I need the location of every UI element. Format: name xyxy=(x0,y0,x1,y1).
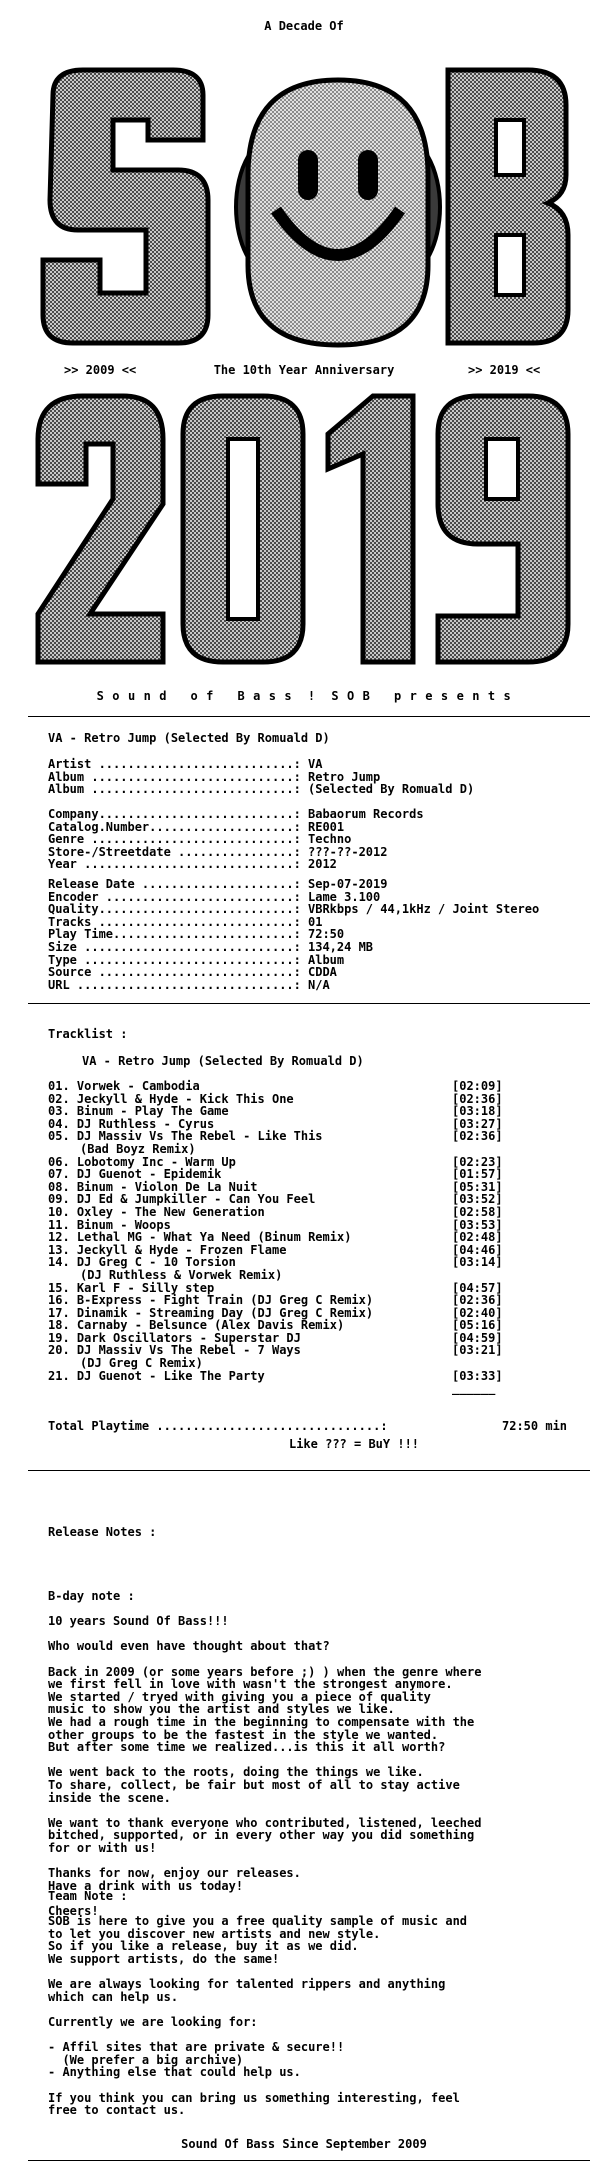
bday-line: Thanks for now, enjoy our releases. xyxy=(48,1866,301,1881)
info-row xyxy=(48,878,588,891)
track-list xyxy=(48,1080,588,1382)
bday-line: music to show you the artist and styles we like. xyxy=(48,1702,395,1717)
track-row xyxy=(48,1080,588,1093)
track-time: [04:59] xyxy=(452,1330,503,1345)
footer-text: Sound Of Bass Since September 2009 xyxy=(181,2137,427,2151)
divider xyxy=(28,1470,590,1471)
info-value: 01 xyxy=(308,914,323,929)
bday-line: We had a rough time in the beginning to compensate with the xyxy=(48,1714,475,1729)
info-label: Quality...........................: xyxy=(48,902,301,917)
tracklist-divider xyxy=(452,1382,608,1395)
info-label: Type .............................: xyxy=(48,952,301,967)
tracklist-divider-text: ______ xyxy=(452,1381,496,1395)
team-line: free to contact us. xyxy=(48,2103,186,2118)
tracklist-subtitle xyxy=(82,1055,608,1068)
info-value: Babaorum Records xyxy=(308,807,424,821)
team-line: (We prefer a big archive) xyxy=(48,2052,244,2067)
total-playtime xyxy=(48,1420,588,1433)
track-title: 03. Binum - Play The Game xyxy=(48,1104,229,1119)
info-value: Techno xyxy=(308,832,352,847)
info-value: Album xyxy=(308,952,345,967)
presents-line: S o u n d o f B a s s ! S O B p r e s e n t s xyxy=(96,689,512,703)
bday-line xyxy=(48,1804,588,1817)
track-row xyxy=(48,1105,588,1118)
track-remix: (DJ Ruthless & Vorwek Remix) xyxy=(80,1267,283,1282)
team-note xyxy=(48,1890,588,2117)
track-time: [02:09] xyxy=(452,1079,503,1093)
track-title: 09. DJ Ed & Jumpkiller - Can You Feel xyxy=(48,1192,316,1207)
anniversary-label: The 10th Year Anniversary xyxy=(213,363,395,377)
info-value: 72:50 xyxy=(308,927,345,942)
info-value: Retro Jump xyxy=(308,769,381,784)
info-group-label xyxy=(48,808,588,871)
info-value: (Selected By Romuald D) xyxy=(308,782,475,797)
bday-line: To share, collect, be fair but most of all to stay active xyxy=(48,1777,460,1792)
footer xyxy=(0,2138,608,2151)
bday-line: We started / tryed with giving you a piece of quality xyxy=(48,1689,431,1704)
track-title: 10. Oxley - The New Generation xyxy=(48,1204,265,1219)
track-time: [02:40] xyxy=(452,1305,503,1320)
divider xyxy=(28,1003,590,1004)
release-title xyxy=(48,732,588,745)
info-row xyxy=(48,808,588,821)
info-group-technical xyxy=(48,878,588,991)
track-time: [02:36] xyxy=(452,1091,503,1106)
info-row xyxy=(48,966,588,979)
team-line: - Affil sites that are private & secure!! xyxy=(48,2040,345,2055)
track-title: 15. Karl F - Silly step xyxy=(48,1280,215,1295)
track-row xyxy=(48,1319,588,1332)
team-line: to let you discover new artists and new style. xyxy=(48,1926,381,1941)
divider xyxy=(28,2160,590,2161)
bday-heading: B-day note : xyxy=(48,1589,135,1603)
info-row xyxy=(48,758,588,771)
team-line: SOB is here to give you a free quality sample of music and xyxy=(48,1914,468,1929)
info-value: Lame 3.100 xyxy=(308,889,381,904)
bday-line: for or with us! xyxy=(48,1840,157,1855)
bday-line: we first fell in love with wasn't the strongest anymore. xyxy=(48,1677,453,1692)
info-value: CDDA xyxy=(308,965,337,980)
bday-line: other groups to be the fastest in the style we wanted. xyxy=(48,1727,439,1742)
release-notes-heading-text: Release Notes : xyxy=(48,1525,157,1539)
track-title: 01. Vorwek - Cambodia xyxy=(48,1079,200,1093)
info-row xyxy=(48,903,588,916)
release-title-text: VA - Retro Jump (Selected By Romuald D) xyxy=(48,731,330,745)
release-notes-heading xyxy=(48,1526,588,1539)
info-group-artist xyxy=(48,758,588,796)
info-label: Play Time.........................: xyxy=(48,927,301,942)
track-title: 04. DJ Ruthless - Cyrus xyxy=(48,1116,215,1131)
track-time: [05:16] xyxy=(452,1318,503,1333)
info-label: Album ............................: xyxy=(48,769,301,784)
track-title: 17. Dinamik - Streaming Day (DJ Greg C Remix) xyxy=(48,1305,374,1320)
bday-line: But after some time we realized...is this it all worth? xyxy=(48,1740,446,1755)
bday-line: We want to thank everyone who contributed, listened, leeched xyxy=(48,1815,482,1830)
track-time: [02:23] xyxy=(452,1154,503,1169)
track-time: [02:58] xyxy=(452,1204,503,1219)
bday-line: bitched, supported, or in every other way you did something xyxy=(48,1828,475,1843)
track-remix: (Bad Boyz Remix) xyxy=(80,1141,196,1156)
track-row xyxy=(48,1168,588,1181)
track-title: 05. DJ Massiv Vs The Rebel - Like This xyxy=(48,1129,323,1144)
team-line: Currently we are looking for: xyxy=(48,2014,258,2029)
track-time: [03:52] xyxy=(452,1192,503,1207)
info-value: ???-??-2012 xyxy=(308,844,388,859)
bday-note xyxy=(48,1590,588,1917)
total-playtime-label: Total Playtime ...............................: xyxy=(48,1419,388,1433)
info-label: Tracks ...........................: xyxy=(48,914,301,929)
top-title: A Decade Of xyxy=(264,19,344,33)
bday-line: Back in 2009 (or some years before ;) ) when the genre where xyxy=(48,1664,482,1679)
start-year-tag: >> 2009 << xyxy=(64,363,137,377)
track-title: 12. Lethal MG - What Ya Need (Binum Remix) xyxy=(48,1230,352,1245)
track-time: [03:53] xyxy=(452,1217,503,1232)
info-row xyxy=(48,941,588,954)
info-value: VBRkbps / 44,1kHz / Joint Stereo xyxy=(308,902,540,917)
info-value: 134,24 MB xyxy=(308,939,374,954)
track-time: [02:48] xyxy=(452,1230,503,1245)
track-time: [03:27] xyxy=(452,1116,503,1131)
info-value: VA xyxy=(308,757,323,771)
bday-line: Who would even have thought about that? xyxy=(48,1639,330,1654)
track-time: [02:36] xyxy=(452,1129,503,1144)
total-playtime-value: 72:50 min xyxy=(502,1419,568,1433)
year-banner xyxy=(28,384,580,674)
info-label: Release Date .....................: xyxy=(48,877,301,891)
letter-b xyxy=(448,70,568,343)
divider xyxy=(28,716,590,717)
info-label: Source ...........................: xyxy=(48,965,301,980)
info-label: Catalog.Number....................: xyxy=(48,819,301,834)
info-label: Store-/Streetdate ................: xyxy=(48,844,301,859)
team-line: So if you like a release, buy it as we did. xyxy=(48,1939,359,1954)
info-label: Genre ............................: xyxy=(48,832,301,847)
bday-line: Have a drink with us today! xyxy=(48,1878,244,1893)
team-line: which can help us. xyxy=(48,1989,179,2004)
track-title: 02. Jeckyll & Hyde - Kick This One xyxy=(48,1091,294,1106)
bday-line: Cheers! xyxy=(48,1903,99,1918)
bday-line: inside the scene. xyxy=(48,1790,171,1805)
track-row xyxy=(48,1370,588,1383)
track-title: 06. Lobotomy Inc - Warm Up xyxy=(48,1154,236,1169)
track-time: [03:18] xyxy=(452,1104,503,1119)
track-row xyxy=(48,1206,588,1219)
track-title: 14. DJ Greg C - 10 Torsion xyxy=(48,1255,236,1270)
track-remix: (DJ Greg C Remix) xyxy=(80,1356,203,1371)
track-time: [05:31] xyxy=(452,1179,503,1194)
track-time: [03:33] xyxy=(452,1368,503,1383)
info-label: Company...........................: xyxy=(48,807,301,821)
info-label: Artist ...........................: xyxy=(48,757,301,771)
info-row xyxy=(48,833,588,846)
track-title: 13. Jeckyll & Hyde - Frozen Flame xyxy=(48,1242,287,1257)
track-row xyxy=(48,1231,588,1244)
tracklist-subtitle-text: VA - Retro Jump (Selected By Romuald D) xyxy=(82,1054,364,1068)
team-heading: Team Note : xyxy=(48,1889,128,1903)
track-title: 11. Binum - Woops xyxy=(48,1217,171,1232)
info-value: RE001 xyxy=(308,819,345,834)
track-title: 21. DJ Guenot - Like The Party xyxy=(48,1368,265,1383)
track-time: [04:57] xyxy=(452,1280,503,1295)
track-title: 07. DJ Guenot - Epidemik xyxy=(48,1167,222,1182)
letter-s xyxy=(43,70,208,343)
info-value: N/A xyxy=(308,977,330,992)
team-line: We support artists, do the same! xyxy=(48,1951,280,1966)
end-year-tag: >> 2019 << xyxy=(468,363,541,377)
team-line xyxy=(48,2079,588,2092)
bday-line: 10 years Sound Of Bass!!! xyxy=(48,1614,229,1629)
smiley-icon xyxy=(236,80,440,345)
team-line: If you think you can bring us something interesting, feel xyxy=(48,2090,460,2105)
info-row xyxy=(48,979,588,992)
track-title: 16. B-Express - Fight Train (DJ Greg C Remix) xyxy=(48,1293,374,1308)
tracklist-heading xyxy=(48,1028,588,1041)
info-label: Encoder ..........................: xyxy=(48,889,301,904)
track-time: [02:36] xyxy=(452,1293,503,1308)
bday-line xyxy=(48,1653,588,1666)
info-label: Year .............................: xyxy=(48,857,301,872)
bday-line: We went back to the roots, doing the things we like. xyxy=(48,1765,424,1780)
info-row xyxy=(48,783,588,796)
tracklist-heading-text: Tracklist : xyxy=(48,1027,128,1041)
track-title: 20. DJ Massiv Vs The Rebel - 7 Ways xyxy=(48,1343,301,1358)
track-time: [03:21] xyxy=(452,1343,503,1358)
info-label: URL ..............................: xyxy=(48,977,301,992)
team-line: We are always looking for talented rippers and anything xyxy=(48,1977,446,1992)
track-title: 18. Carnaby - Belsunce (Alex Davis Remix) xyxy=(48,1318,345,1333)
track-time: [04:46] xyxy=(452,1242,503,1257)
info-row xyxy=(48,858,588,871)
info-value: Sep-07-2019 xyxy=(308,877,388,891)
info-label: Album ............................: xyxy=(48,782,301,797)
track-row xyxy=(48,1294,588,1307)
track-title: 08. Binum - Violon De La Nuit xyxy=(48,1179,258,1194)
sob-banner xyxy=(28,35,580,360)
track-time: [01:57] xyxy=(452,1167,503,1182)
track-time: [03:14] xyxy=(452,1255,503,1270)
track-title: 19. Dark Oscillators - Superstar DJ xyxy=(48,1330,301,1345)
team-line: - Anything else that could help us. xyxy=(48,2065,301,2080)
slogan xyxy=(0,1438,608,1451)
slogan-text: Like ??? = BuY !!! xyxy=(288,1437,420,1451)
info-label: Size .............................: xyxy=(48,939,301,954)
anniversary-row xyxy=(0,364,608,378)
info-value: 2012 xyxy=(308,857,337,872)
